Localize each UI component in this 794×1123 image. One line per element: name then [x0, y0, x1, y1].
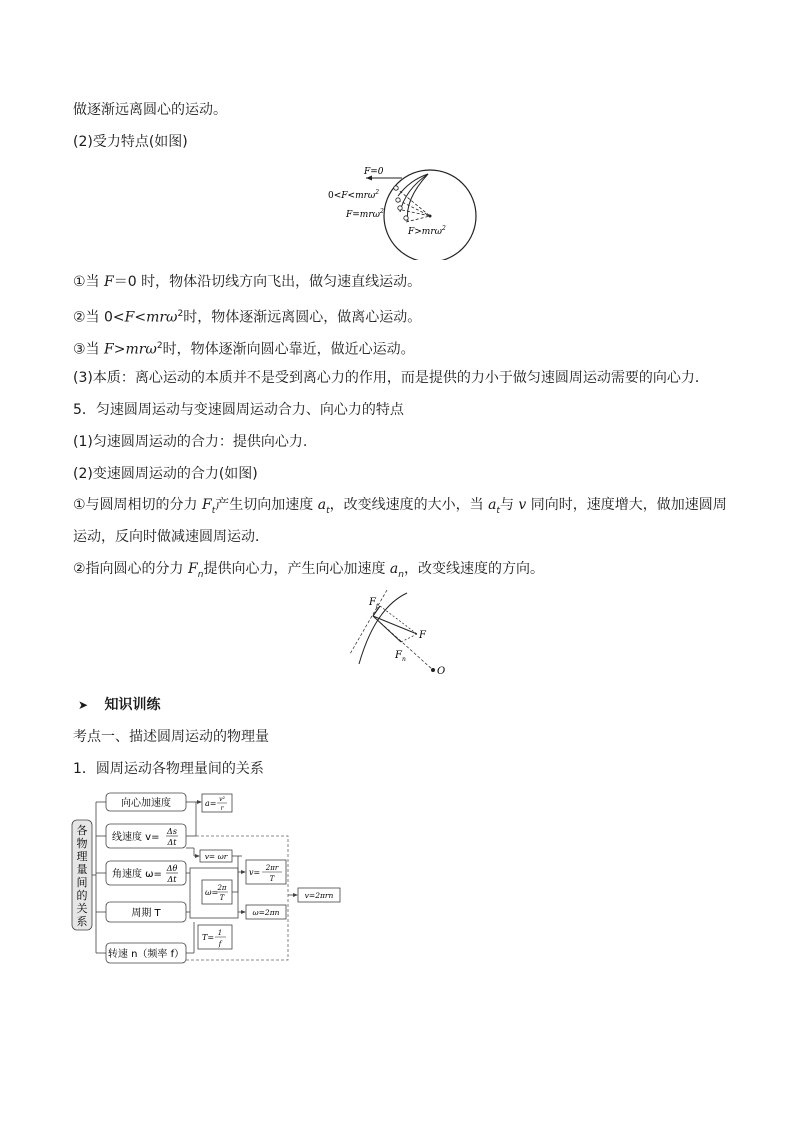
F-arrow — [373, 616, 417, 634]
center-dot — [431, 668, 435, 672]
svg-text:角速度 ω=: 角速度 ω= — [112, 869, 162, 880]
svg-text:ω=2πn: ω=2πn — [252, 908, 280, 917]
label-Fequal: F=mrω$^2$ — [346, 208, 384, 220]
dashed-radius — [406, 216, 430, 222]
paragraph-line — [73, 760, 264, 778]
particle-dot — [394, 186, 398, 190]
variable-speed-figure — [345, 588, 455, 678]
math: F — [104, 274, 114, 290]
label-F: F — [419, 630, 426, 641]
svg-text:2πr: 2πr — [265, 864, 279, 872]
paragraph-line — [73, 369, 709, 387]
left-char: 系 — [76, 915, 88, 928]
section-heading — [78, 696, 161, 714]
dashed-radius — [402, 210, 430, 216]
paragraph-line: ①与圆周相切的分力 $F_t$产生切向加速度 $a_t$，改变线速度的大小，当 $a_t$与 v 同向时，速度增大，做加速圆周 — [73, 497, 727, 516]
svg-text:1: 1 — [217, 929, 223, 937]
svg-text:ω=: ω= — [205, 888, 219, 897]
paragraph-line — [73, 433, 307, 451]
text: (2)变速圆周运动的合力(如图) — [73, 466, 258, 482]
paragraph-line: ②指向圆心的分力 $F_n$提供向心力，产生向心加速度 $a_n$，改变线速度的方向。 — [73, 561, 544, 580]
particle-dot — [398, 206, 402, 210]
center-dot — [429, 215, 432, 218]
svg-text:T: T — [219, 894, 225, 902]
label-O: O — [437, 666, 446, 677]
label-Fn: $F_n$ — [395, 650, 406, 663]
text: ①当 — [73, 274, 105, 290]
left-char: 关 — [76, 902, 88, 915]
paragraph-line — [73, 401, 404, 419]
svg-text:Δt: Δt — [167, 875, 177, 884]
paragraph-line — [73, 528, 269, 546]
text: 考点一、描述圆周运动的物理量 — [73, 729, 269, 745]
paragraph-line — [73, 465, 258, 483]
text: (2)受力特点(如图) — [73, 134, 188, 150]
paragraph-line — [73, 273, 421, 291]
left-char: 物 — [76, 837, 88, 850]
left-char: 理 — [76, 850, 88, 863]
dashed-radius — [396, 188, 430, 216]
svg-text:T=: T= — [202, 933, 215, 942]
svg-text:v=: v= — [249, 868, 261, 877]
svg-text:Δθ: Δθ — [166, 864, 178, 873]
svg-text:Δt: Δt — [167, 838, 177, 847]
svg-text:Δs: Δs — [167, 827, 177, 836]
chevron-right-icon: ➤ — [78, 698, 89, 712]
math: F>mrω — [104, 341, 157, 358]
left-char: 的 — [76, 889, 88, 902]
Fn-arrow — [373, 616, 401, 642]
label-Fgreater: F>mrω$^2$ — [408, 225, 446, 237]
text: 1．圆周运动各物理量间的关系 — [73, 761, 264, 777]
left-char: 量 — [76, 863, 88, 876]
particle-dot — [396, 198, 400, 202]
particle-dot — [404, 216, 408, 220]
text: ＝0 时，物体沿切线方向飞出，做匀速直线运动。 — [113, 274, 422, 290]
relationship-flowchart — [70, 790, 350, 965]
text: 时，物体逐渐向圆心靠近，做近心运动。 — [162, 341, 415, 358]
heading-text: 知识训练 — [104, 697, 161, 713]
sup: 2 — [177, 309, 184, 319]
text: 做逐渐远离圆心的运动。 — [73, 102, 227, 118]
label-Ft: $F_t$ — [369, 597, 379, 610]
svg-text:v=2πrn: v=2πrn — [304, 891, 334, 900]
text: ②当 0< — [73, 309, 125, 326]
svg-text:线速度 v=: 线速度 v= — [112, 832, 160, 843]
text: (1)匀速圆周运动的合力：提供向心力. — [73, 434, 308, 450]
svg-text:2π: 2π — [217, 884, 227, 892]
centrifugal-force-figure — [320, 160, 480, 260]
svg-text:周期 T: 周期 T — [131, 908, 161, 919]
svg-text:v= ωr: v= ωr — [204, 852, 228, 861]
text: 时，物体逐渐远离圆心，做离心运动。 — [183, 309, 422, 326]
left-char: 间 — [76, 876, 88, 889]
paragraph-line — [73, 337, 415, 359]
svg-text:r: r — [220, 805, 224, 812]
paragraph-line — [73, 133, 188, 151]
text: 运动，反向时做减速圆周运动． — [73, 529, 269, 545]
label-F0: F=0 — [364, 167, 384, 177]
svg-text:f: f — [218, 940, 222, 948]
paragraph-line — [73, 101, 227, 119]
svg-text:向心加速度: 向心加速度 — [121, 798, 171, 809]
text: ③当 — [73, 341, 105, 358]
text: (3)本质：离心运动的本质并不是受到离心力的作用，而是提供的力小于做匀速圆周运动需要的向心力． — [73, 370, 709, 386]
text: 5．匀速圆周运动与变速圆周运动合力、向心力的特点 — [73, 402, 404, 418]
paragraph-line — [73, 728, 269, 746]
left-char: 各 — [76, 824, 88, 837]
svg-text:v²: v² — [219, 796, 225, 803]
label-Fless: 0<F<mrω$^2$ — [328, 189, 380, 201]
paragraph-line — [73, 305, 421, 327]
parallelogram-line — [401, 634, 417, 642]
sup: 2 — [156, 341, 163, 351]
dashed-radius — [398, 200, 430, 216]
svg-text:a=: a= — [205, 799, 217, 808]
math: F<mrω — [124, 309, 178, 326]
svg-text:T: T — [269, 875, 275, 883]
svg-text:转速 n（频率 f）: 转速 n（频率 f） — [107, 949, 185, 960]
path-curve — [407, 174, 428, 222]
